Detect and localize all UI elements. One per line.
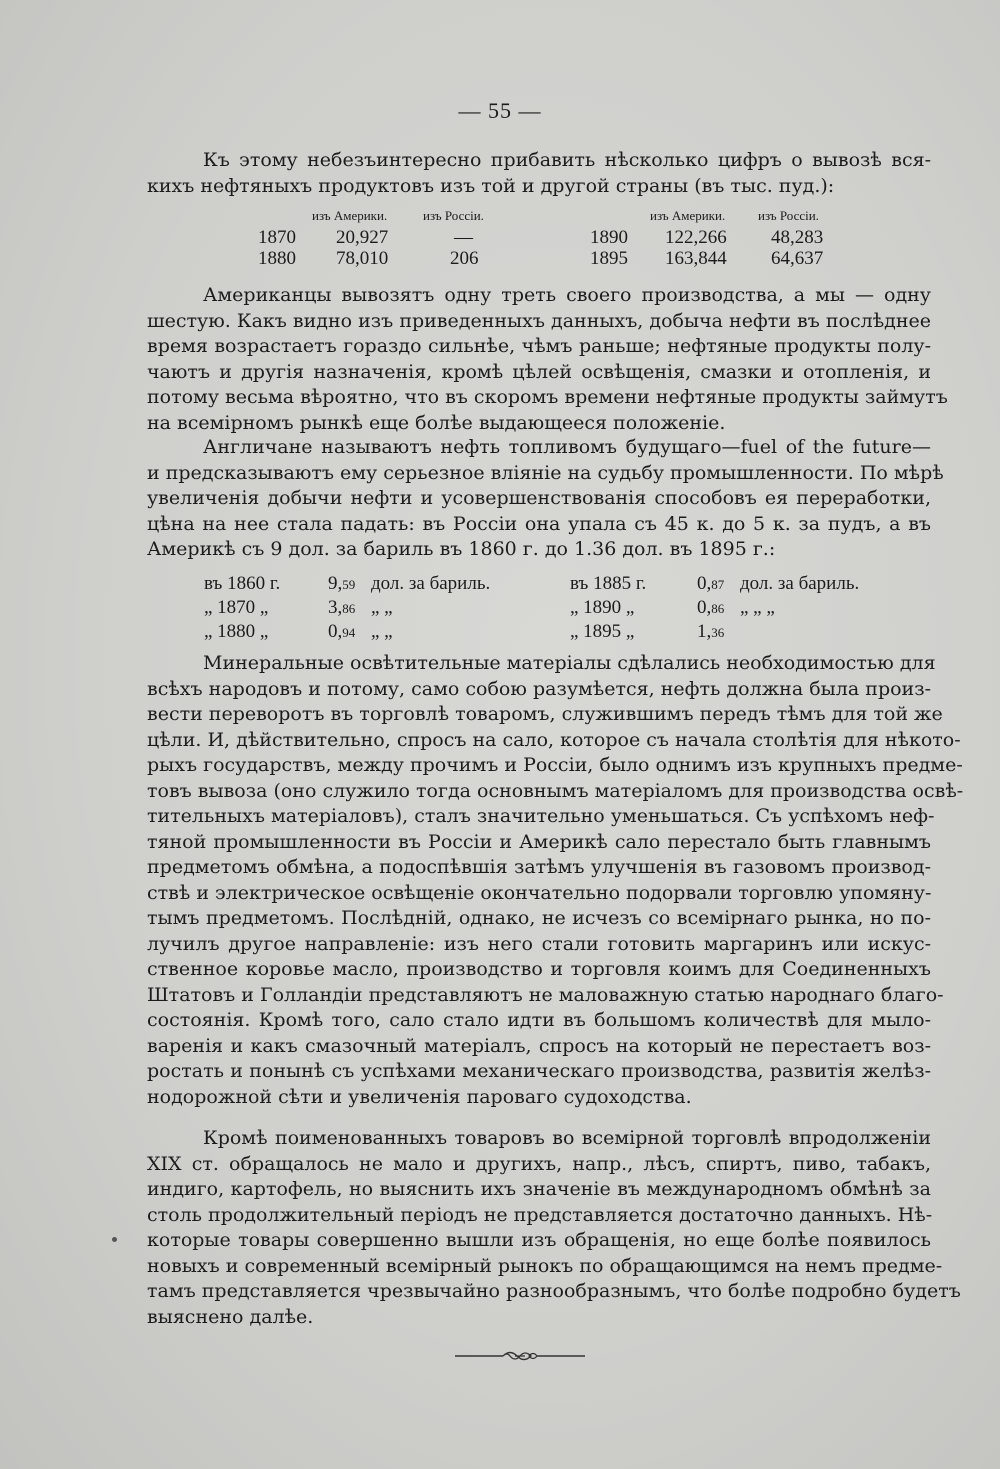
table-cell-year: 1870 (258, 227, 296, 248)
text-line: цѣна на нее стала падать: въ Россіи она упала съ 45 к. до 5 к. за пудъ, а въ (147, 512, 931, 535)
text-line: Американцы вывозятъ одну треть своего производства, а мы — одну (203, 284, 931, 306)
paragraph-fuel-of-future (147, 435, 944, 563)
text-line: товъ вывоза (оно служило тогда основнымъ матеріаломъ для производства освѣ- (147, 779, 964, 802)
text-line: Англичане называютъ нефть топливомъ будущаго—fuel of the future— (203, 436, 931, 458)
column-header: изъ Америки. (312, 208, 388, 223)
table-cell: 78,010 (336, 248, 389, 269)
section-end-ornament (455, 1346, 585, 1366)
text-line: вести переворотъ въ торговлѣ товаромъ, служившимъ передъ тѣмъ для той же (147, 703, 943, 725)
text-line: Минеральные освѣтительные матеріалы сдѣлались необходимостью для (203, 652, 936, 674)
text-line: время возрастаетъ гораздо сильнѣе, чѣмъ раньше; нефтяные продукты полу- (147, 335, 931, 357)
text-line: Къ этому небезъинтересно прибавить нѣсколько цифръ о вывозѣ вся- (203, 149, 931, 171)
table-cell: 122,266 (665, 227, 727, 248)
table-cell: 48,283 (771, 227, 824, 248)
value-fraction: 36 (711, 625, 725, 640)
text-line: Америкѣ съ 9 дол. за бариль въ 1860 г. до 1.36 дол. въ 1895 г.: (147, 538, 776, 560)
table-cell-year: въ 1885 г. (570, 573, 647, 594)
table-cell: — (454, 227, 473, 248)
paragraph-other-goods (147, 1126, 961, 1330)
table-cell-unit: дол. за бариль. (740, 573, 860, 594)
text-line: новыхъ и современный всемірный рынокъ по обращающимся на немъ предме- (147, 1254, 943, 1277)
text-line: состоянія. Кромѣ того, сало стало идти въ большомъ количествѣ для мыло- (147, 1009, 931, 1031)
text-line: тымъ предметомъ. Послѣдній, однако, не исчезъ со всемірнаго рынка, но по- (147, 907, 931, 929)
paragraph-intro (147, 148, 931, 199)
table-cell: 64,637 (771, 248, 824, 269)
text-line: XIX ст. обращалось не мало и другихъ, напр., лѣсъ, спиртъ, пиво, табакъ, (147, 1152, 931, 1175)
text-line: всѣхъ народовъ и потому, само собою разумѣется, нефть должна была произ- (147, 677, 931, 700)
table-cell-year: 1880 (258, 248, 296, 269)
value-fraction: 59 (342, 577, 356, 592)
table-cell-year: „ 1870 „ (204, 597, 269, 618)
text-line: потому весьма вѣроятно, что въ скоромъ времени нефтяные продукты займутъ (147, 386, 948, 408)
table-cell-year: „ 1890 „ (570, 597, 635, 618)
text-line: ростать и понынѣ съ успѣхами механическаго производства, развитія желѣз- (147, 1060, 931, 1082)
column-header: изъ Россіи. (423, 208, 484, 223)
value-whole: 0, (328, 621, 343, 642)
table-cell-year: 1890 (590, 227, 628, 248)
table-cell-value (697, 621, 724, 643)
value-fraction: 86 (342, 601, 356, 616)
value-whole: 1, (697, 621, 712, 642)
table-cell-year: 1895 (590, 248, 628, 269)
value-whole: 3, (328, 597, 343, 618)
value-fraction: 87 (711, 577, 725, 592)
table-cell-unit: „ „ (371, 597, 393, 618)
table-cell-value (697, 597, 724, 619)
text-line: рыхъ государствъ, между прочимъ и Россіи, было однимъ изъ крупныхъ предме- (147, 754, 963, 776)
paragraph-lighting-materials (147, 651, 964, 1110)
text-line: выяснено далѣе. (147, 1305, 314, 1328)
table-cell-value (328, 621, 355, 643)
text-line: ствѣ и электрическое освѣщеніе окончательно подорвали торговлю упомяну- (147, 881, 932, 904)
value-whole: 0, (697, 597, 712, 618)
table-cell: 20,927 (336, 227, 389, 248)
text-line: на всемірномъ рынкѣ еще болѣе выдающееся положеніе. (147, 411, 726, 434)
table-cell-unit: „ „ (371, 621, 393, 642)
text-line: предметомъ обмѣна, а подоспѣвшія затѣмъ улучшенія въ газовомъ производ- (147, 856, 931, 878)
table-cell: 163,844 (665, 248, 727, 269)
table-cell-value (697, 573, 724, 595)
text-line: нодорожной сѣти и увеличенія пароваго судоходства. (147, 1085, 692, 1108)
value-fraction: 86 (711, 601, 725, 616)
text-line: и предсказываютъ ему серьезное вліяніе на судьбу промышленности. По мѣрѣ (147, 461, 944, 484)
value-fraction: 94 (342, 625, 356, 640)
table-cell-unit: „ „ „ (740, 597, 775, 618)
text-line: кихъ нефтяныхъ продуктовъ изъ той и другой страны (въ тыс. пуд.): (147, 174, 835, 197)
text-line: лучилъ другое направленіе: изъ него стали готовить маргаринъ или искус- (147, 932, 931, 955)
table-cell-value (328, 597, 355, 619)
table-cell-unit: дол. за бариль. (371, 573, 491, 594)
text-line: индиго, картофель, но выяснить ихъ значеніе въ международномъ обмѣнѣ за (147, 1178, 931, 1200)
paragraph-americans (147, 283, 948, 436)
text-line: тяной промышленности въ Россіи и Америкѣ сало перестало быть главнымъ (147, 830, 931, 853)
text-line: ственное коровье масло, производство и торговля коимъ для Соединенныхъ (147, 958, 931, 980)
text-line: чаютъ и другія назначенія, кромѣ цѣлей освѣщенія, смазки и отопленія, и (147, 360, 931, 383)
text-line: которые товары совершенно вышли изъ обращенія, но еще болѣе появилось (147, 1229, 931, 1251)
table-cell: 206 (450, 248, 479, 269)
text-line: столь продолжительный періодъ не представляется достаточно данныхъ. Нѣ- (147, 1203, 933, 1226)
column-header: изъ Россіи. (758, 208, 819, 223)
value-whole: 9, (328, 573, 343, 594)
text-line: цѣли. И, дѣйствительно, спросъ на сало, которое съ начала столѣтія для нѣкото- (147, 728, 961, 751)
value-whole: 0, (697, 573, 712, 594)
text-line: тамъ представляется чрезвычайно разнообразнымъ, что болѣе подробно будетъ (147, 1280, 961, 1302)
text-line: тительныхъ матеріаловъ), сталъ значительно уменьшаться. Съ успѣхомъ неф- (147, 805, 935, 827)
table-cell-year: „ 1895 „ (570, 621, 635, 642)
text-line: Штатовъ и Голландіи представляютъ не маловажную статью народнаго благо- (147, 983, 944, 1006)
speck-mark (112, 1237, 117, 1242)
table-cell-value (328, 573, 355, 595)
column-header: изъ Америки. (650, 208, 726, 223)
text-line: шестую. Какъ видно изъ приведенныхъ данныхъ, добыча нефти въ послѣднее (147, 309, 931, 332)
text-line: варенія и какъ смазочный матеріалъ, спросъ на который не перестаетъ воз- (147, 1034, 931, 1057)
table-cell-year: въ 1860 г. (204, 573, 281, 594)
page-number: — 55 — (458, 98, 542, 123)
table-cell-year: „ 1880 „ (204, 621, 269, 642)
text-line: Кромѣ поименованныхъ товаровъ во всемірной торговлѣ впродолженіи (203, 1127, 931, 1149)
text-line: увеличенія добычи нефти и усовершенствованія способовъ ея переработки, (147, 487, 931, 509)
